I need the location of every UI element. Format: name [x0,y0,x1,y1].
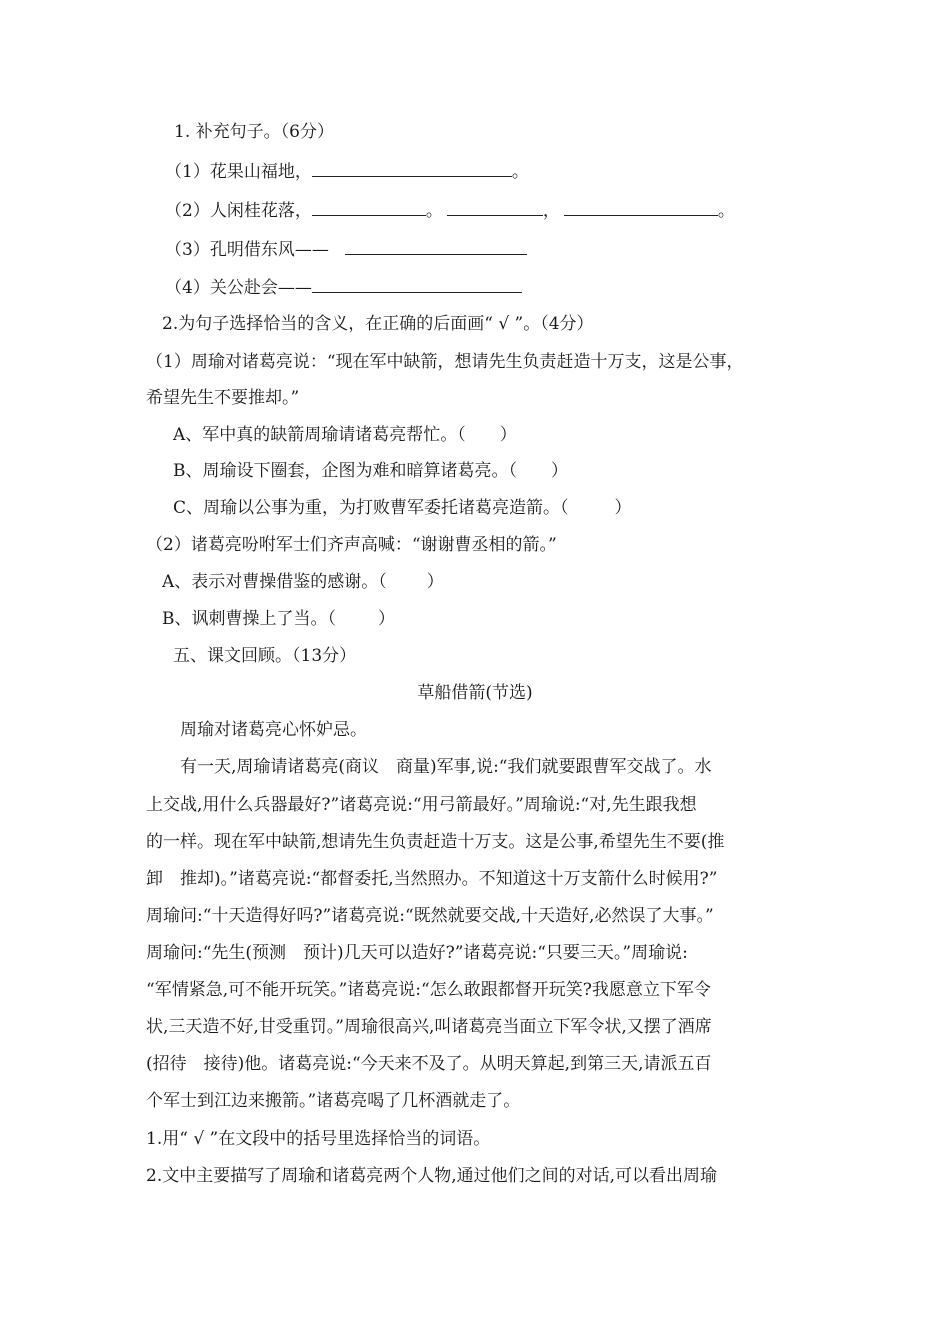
section5-question-2: 2.文中主要描写了周瑜和诸葛亮两个人物,通过他们之间的对话,可以看出周瑜 [146,1166,718,1186]
punct: 。 [717,201,735,221]
q1-item-3-text: （3）孔明借东风—— [165,240,329,260]
passage-line: 上交战,用什么兵器最好?”诸葛亮说:“用弓箭最好。”周瑜说:“对,先生跟我想 [146,795,697,815]
passage-paragraph-1: 周瑜对诸葛亮心怀妒忌。 [180,720,367,740]
passage-line: “军情紧急,可不能开玩笑。”诸葛亮说:“怎么敢跟都督开玩笑?我愿意立下军令 [146,980,711,1000]
passage-line: 个军士到江边来搬箭。”诸葛亮喝了几杯酒就走了。 [146,1091,521,1111]
q1-item-2-text: （2）人闲桂花落， [165,201,312,221]
answer-blank[interactable] [564,197,718,216]
q2-sentence-2: （2）诸葛亮吩咐军士们齐声高喊：“谢谢曹丞相的箭。” [146,535,557,555]
passage-line: 状,三天造不好,甘受重罚。”周瑜很高兴,叫诸葛亮当面立下军令状,又摆了酒席 [146,1017,712,1037]
punct: 。 [511,162,529,182]
passage-line: (招待 接待)他。诸葛亮说:“今天来不及了。从明天算起,到第三天,请派五百 [146,1054,712,1074]
punct: 。 [425,201,443,221]
passage-title: 草船借箭(节选) [417,683,533,703]
q2-option-2b: B、讽刺曹操上了当。（ ） [162,609,395,629]
q2-sentence-1-cont: 希望先生不要推却。” [146,388,300,408]
punct: ， [542,201,560,221]
section5-title: 五、课文回顾。（13分） [173,646,357,666]
passage-line: 有一天,周瑜请诸葛亮(商议 商量)军事,说:“我们就要跟曹军交战了。水 [180,757,712,777]
q2-option-b: B、周瑜设下圈套，企图为难和暗算诸葛亮。（ ） [173,461,568,481]
q2-sentence-1: （1）周瑜对诸葛亮说：“现在军中缺箭，想请先生负责赶造十万支，这是公事， [146,352,744,372]
q1-item-2 [165,197,735,223]
q2-title: 2.为句子选择恰当的含义，在正确的后面画“ √ ”。（4分） [162,314,594,334]
passage-line: 周瑜问:“先生(预测 预计)几天可以造好?”诸葛亮说:“只要三天。”周瑜说: [146,943,688,963]
passage-line: 周瑜问:“十天造得好吗?”诸葛亮说:“既然就要交战,十天造好,必然误了大事。” [146,906,714,926]
q1-item-4 [165,274,522,300]
section5-question-1: 1.用“ √ ”在文段中的括号里选择恰当的词语。 [146,1129,491,1149]
q1-item-1-text: （1）花果山福地， [165,162,312,182]
q2-option-2a: A、表示对曹操借鉴的感谢。（ ） [162,572,444,592]
passage-line: 的一样。现在军中缺箭,想请先生负责赶造十万支。这是公事,希望先生不要(推 [146,832,725,852]
q1-item-4-text: （4）关公赴会—— [165,278,312,298]
q1-item-1 [165,158,529,184]
answer-blank[interactable] [312,197,426,216]
answer-blank[interactable] [312,158,512,177]
q2-option-c: C、周瑜以公事为重，为打败曹军委托诸葛亮造箭。（ ） [173,498,632,518]
q2-option-a: A、军中真的缺箭周瑜请诸葛亮帮忙。（ ） [173,425,517,445]
q1-item-3 [165,236,527,262]
q1-title: 1. 补充句子。（6分） [174,122,334,142]
passage-line: 卸 推却)。”诸葛亮说:“都督委托,当然照办。不知道这十万支箭什么时候用?” [146,869,718,889]
answer-blank[interactable] [447,197,543,216]
answer-blank[interactable] [312,274,522,293]
answer-blank[interactable] [345,236,527,255]
